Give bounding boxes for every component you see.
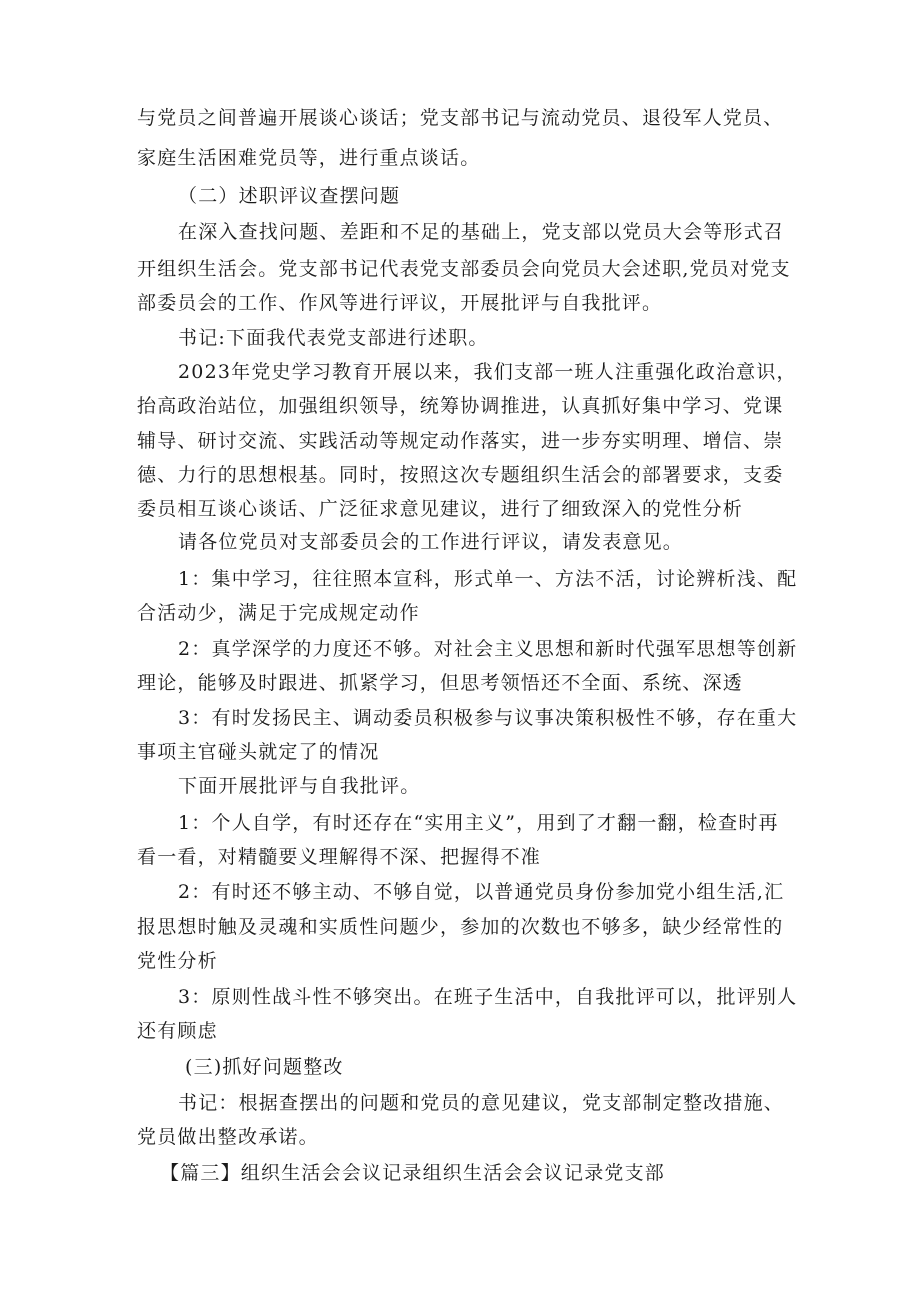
text-line: 还有顾虑 <box>137 1020 218 1042</box>
text-line: 德、力行的思想根基。同时，按照这次专题组织生活会的部署要求，支委 <box>137 464 784 486</box>
text-line: 事项主官碰头就定了的情况 <box>137 741 380 763</box>
text-line: 党员做出整改承诺。 <box>137 1126 319 1148</box>
text-line: 开组织生活会。党支部书记代表党支部委员会向党员大会述职,党员对党支 <box>137 258 791 280</box>
text-line: 2：有时还不够主动、不够自觉，以普通党员身份参加党小组生活,汇 <box>178 881 785 903</box>
text-line: 3：有时发扬民主、调动委员积极参与议事决策积极性不够，存在重大 <box>178 707 798 729</box>
text-line: 与党员之间普遍开展谈心谈话；党支部书记与流动党员、退役军人党员、 <box>137 107 784 129</box>
section-heading: （二）述职评议查摆问题 <box>178 185 401 207</box>
text-line: 下面开展批评与自我批评。 <box>178 775 421 797</box>
text-line: 1：个人自学，有时还存在“实用主义”，用到了才翻一翻，检查时再 <box>178 812 779 834</box>
text-line: 看一看，对精髓要义理解得不深、把握得不准 <box>137 846 542 868</box>
text-line: 在深入查找问题、差距和不足的基础上，党支部以党员大会等形式召 <box>178 221 785 243</box>
text-line: 党性分析 <box>137 950 218 972</box>
chapter-heading: 【篇三】组织生活会会议记录组织生活会会议记录党支部 <box>160 1162 666 1184</box>
text-line: 2023年党史学习教育开展以来，我们支部一班人注重强化政治意识， <box>178 361 797 383</box>
text-line: 请各位党员对支部委员会的工作进行评议，请发表意见。 <box>178 531 684 553</box>
text-line: 委员相互谈心谈话、广泛征求意见建议，进行了细致深入的党性分析 <box>137 498 744 520</box>
text-line: 家庭生活困难党员等，进行重点谈话。 <box>137 147 481 169</box>
text-line: 1：集中学习，往往照本宣科，形式单一、方法不活，讨论辨析浅、配 <box>178 568 798 590</box>
text-line: 2：真学深学的力度还不够。对社会主义思想和新时代强军思想等创新 <box>178 638 798 660</box>
text-line: 书记:下面我代表党支部进行述职。 <box>178 327 489 349</box>
text-line: 理论，能够及时跟进、抓紧学习，但思考领悟还不全面、系统、深透 <box>137 672 744 694</box>
section-heading: (三)抓好问题整改 <box>185 1056 344 1078</box>
text-line: 部委员会的工作、作风等进行评议，开展批评与自我批评。 <box>137 292 663 314</box>
text-line: 书记：根据查摆出的问题和党员的意见建议，党支部制定整改措施、 <box>178 1092 785 1114</box>
text-line: 合活动少，满足于完成规定动作 <box>137 602 420 624</box>
text-line: 辅导、研讨交流、实践活动等规定动作落实，进一步夯实明理、增信、崇 <box>137 430 784 452</box>
text-line: 3：原则性战斗性不够突出。在班子生活中，自我批评可以，批评别人 <box>178 986 798 1008</box>
text-line: 报思想时触及灵魂和实质性问题少，参加的次数也不够多，缺少经常性的 <box>137 916 784 938</box>
text-line: 抬高政治站位，加强组织领导，统筹协调推进，认真抓好集中学习、党课 <box>137 395 784 417</box>
